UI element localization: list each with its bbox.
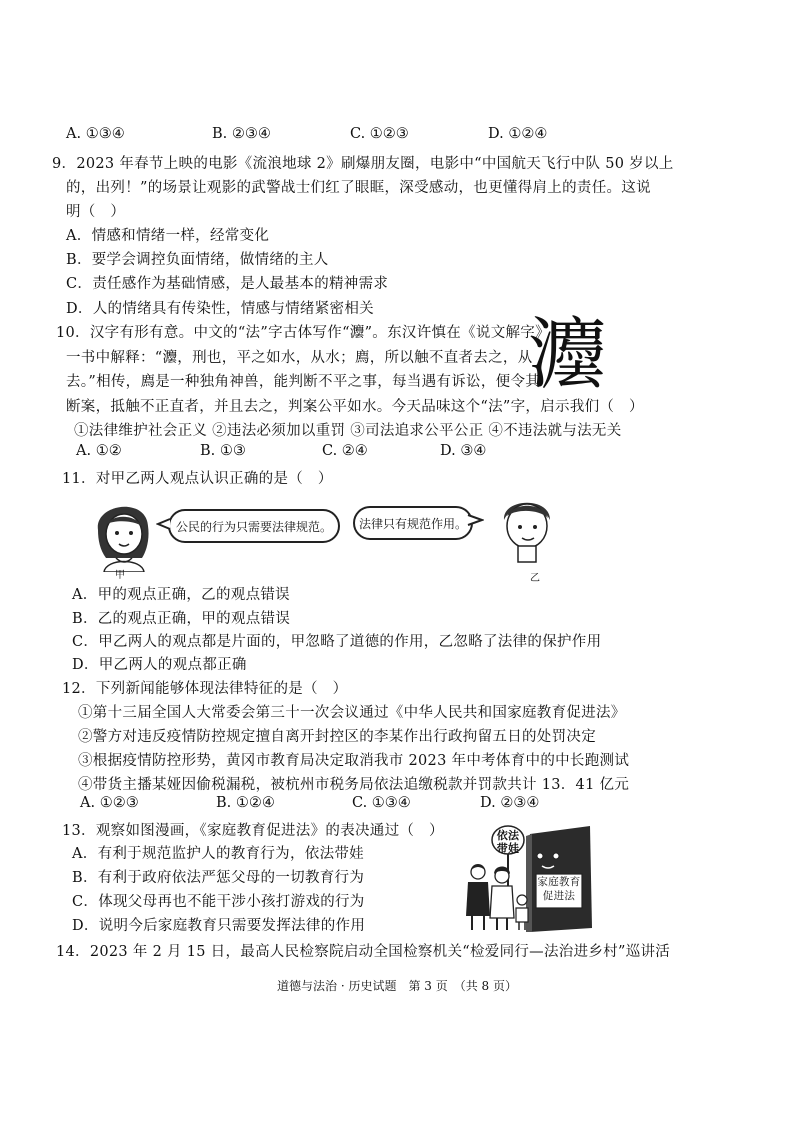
boy-yi-illustration <box>492 494 562 566</box>
q8-option-b: B. ②③④ <box>212 126 271 142</box>
q9-option-c: C．责任感作为基础情感，是人最基本的精神需求 <box>66 276 389 292</box>
q12-statement-1: ①第十三届全国人大常委会第三十一次会议通过《中华人民共和国家庭教育促进法》 <box>78 705 626 721</box>
q9-option-d: D．人的情绪具有传染性，情感与情绪紧密相关 <box>66 301 374 317</box>
q8-option-a: A. ①③④ <box>66 126 125 142</box>
speech-bubble-jia-text: 公民的行为只需要法律规范。 <box>175 519 332 534</box>
q10-stem-line-2: 一书中解释：“灋，刑也，平之如水，从水；廌，所以触不直者去之，从 <box>66 350 533 366</box>
page-footer: 道德与法治 · 历史试题 第 3 页 （共 8 页） <box>277 979 517 993</box>
q10-option-a: A. ①② <box>76 443 122 459</box>
q13-option-b: B．有利于政府依法严惩父母的一切教育行为 <box>72 870 365 886</box>
q9-stem-line-1: 9．2023 年春节上映的电影《流浪地球 2》刷爆朋友圈，电影中“中国航天飞行中队 50 岁以上 <box>52 156 674 172</box>
cartoon-sign-text: 依法带娃 <box>496 829 520 855</box>
q13-option-d: D．说明今后家庭教育只需要发挥法律的作用 <box>72 918 366 934</box>
q8-options <box>66 126 547 142</box>
q8-option-c: C. ①②③ <box>350 126 409 142</box>
q10-options <box>76 443 486 459</box>
q12-statement-2: ②警方对违反疫情防控规定擅自离开封控区的李某作出行政拘留五日的处罚决定 <box>78 729 596 745</box>
q10-stem-line-4: 断案，抵触不正直者，并且去之，判案公平如水。今天品味这个“法”字，启示我们（ ） <box>66 399 644 415</box>
girl-jia-illustration <box>84 496 164 572</box>
q13-option-a: A．有利于规范监护人的教育行为，依法带娃 <box>72 846 364 862</box>
q11-option-c: C．甲乙两人的观点都是片面的，甲忽略了道德的作用，乙忽略了法律的保护作用 <box>72 634 602 650</box>
q12-statement-4: ④带货主播某娅因偷税漏税，被杭州市税务局依法追缴税款并罚款共计 13．41 亿元 <box>78 777 630 793</box>
bubble-tail-jia <box>156 517 172 531</box>
speech-bubble-jia <box>168 509 340 543</box>
q14-stem-line-1: 14．2023 年 2 月 15 日，最高人民检察院启动全国检察机关“检爱同行—法治进乡村”巡讲活 <box>56 944 671 960</box>
q8-option-d: D. ①②④ <box>488 126 548 142</box>
q11-option-d: D．甲乙两人的观点都正确 <box>72 657 247 673</box>
q12-option-b: B. ①②④ <box>216 795 275 811</box>
q13-option-c: C．体现父母再也不能干涉小孩打游戏的行为 <box>72 894 365 910</box>
ancient-fa-character: 灋 <box>528 310 607 400</box>
q10-stem-line-3: 去。”相传，廌是一种独角神兽，能判断不平之事，每当遇有诉讼，便令其 <box>66 374 541 390</box>
bubble-tail-yi <box>466 513 484 527</box>
q12-option-a: A. ①②③ <box>80 795 139 811</box>
speech-bubble-yi-text: 法律只有规范作用。 <box>358 516 467 531</box>
family-cartoon-illustration <box>460 820 610 934</box>
q9-option-a: A．情感和情绪一样，经常变化 <box>66 228 270 244</box>
q12-option-c: C. ①③④ <box>352 795 411 811</box>
q13-stem: 13．观察如图漫画，《家庭教育促进法》的表决通过（ ） <box>62 823 444 839</box>
q12-stem: 12．下列新闻能够体现法律特征的是（ ） <box>62 681 348 697</box>
q10-option-c: C. ②④ <box>322 443 368 459</box>
q9-stem-line-3: 明（ ） <box>66 204 126 220</box>
label-yi: 乙 <box>530 573 541 584</box>
cartoon-book-title: 家庭教育促进法 <box>537 876 581 902</box>
q12-statement-3: ③根据疫情防控形势，黄冈市教育局决定取消我市 2023 年中考体育中的中长跑测试 <box>78 753 630 769</box>
label-jia: 甲 <box>115 570 126 581</box>
q12-options <box>80 795 539 811</box>
q10-option-b: B. ①③ <box>200 443 246 459</box>
q11-stem: 11．对甲乙两人观点认识正确的是（ ） <box>62 471 333 487</box>
q12-option-d: D. ②③④ <box>480 795 540 811</box>
q10-stem-line-1: 10．汉字有形有意。中文的“法”字古体写作“灋”。东汉许慎在《说文解字》 <box>56 325 550 341</box>
q11-option-a: A．甲的观点正确，乙的观点错误 <box>72 587 290 603</box>
q9-stem-line-2: 的，出列！”的场景让观影的武警战士们红了眼眶，深受感动，也更懂得肩上的责任。这说 <box>66 180 651 196</box>
q9-option-b: B．要学会调控负面情绪，做情绪的主人 <box>66 252 329 268</box>
q11-option-b: B．乙的观点正确，甲的观点错误 <box>72 611 291 627</box>
speech-bubble-yi <box>353 506 473 540</box>
q10-statements: ①法律维护社会正义 ②违法必须加以重罚 ③司法追求公平公正 ④不违法就与法无关 <box>74 423 622 439</box>
q10-option-d: D. ③④ <box>440 443 487 459</box>
